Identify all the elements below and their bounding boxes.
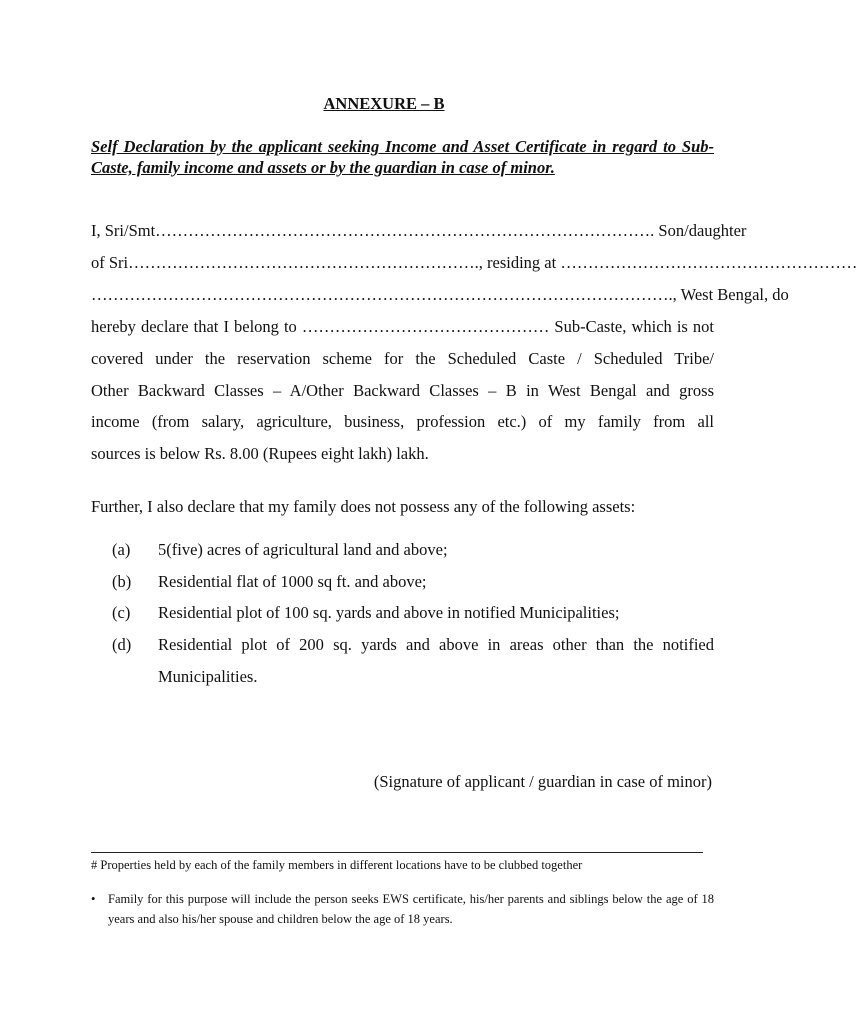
declaration-line-3: ……………………………………………………………………………………………., West Bengal, do <box>91 285 789 304</box>
declaration-line-2: of Sri………………………………………………………., residing at ……………………………………………… <box>91 253 857 272</box>
assets-intro: Further, I also declare that my family does not possess any of the following assets: <box>91 497 636 516</box>
declaration-subject: Self Declaration by the applicant seeking Income and Asset Certificate in regard to Sub-Caste, family income and assets or by the guardian in case of minor. <box>91 137 714 177</box>
asset-text-d: Residential plot of 200 sq. yards and above in areas other than the notified Municipalities. <box>158 635 714 686</box>
declaration-line-4: hereby declare that I belong to ……………………………………… Sub-Caste, which is not <box>91 317 714 336</box>
footnote-divider <box>91 852 703 853</box>
declaration-line-7: income (from salary, agriculture, business, profession etc.) of my family from all <box>91 412 714 431</box>
declaration-line-6: Other Backward Classes – A/Other Backward Classes – B in West Bengal and gross <box>91 381 714 400</box>
asset-text-c: Residential plot of 100 sq. yards and above in notified Municipalities; <box>158 603 620 622</box>
signature-label: (Signature of applicant / guardian in case of minor) <box>373 772 712 791</box>
footnote-family-definition: Family for this purpose will include the person seeks EWS certificate, his/her parents and siblings below the age of 18 years and also his/her spouse and children below the age of 18 years. <box>108 892 714 926</box>
asset-text-b: Residential flat of 1000 sq ft. and above; <box>158 572 427 591</box>
declaration-line-8: sources is below Rs. 8.00 (Rupees eight lakh) lakh. <box>91 444 429 463</box>
declaration-line-1: I, Sri/Smt………………………………………………………………………………. Son/daughter <box>91 221 747 240</box>
asset-label-c: (c) <box>112 603 131 622</box>
asset-label-a: (a) <box>112 540 131 559</box>
declaration-line-5: covered under the reservation scheme for the Scheduled Caste / Scheduled Tribe/ <box>91 349 714 368</box>
asset-text-a: 5(five) acres of agricultural land and above; <box>158 540 448 559</box>
asset-label-d: (d) <box>112 635 132 654</box>
footnote-properties: # Properties held by each of the family members in different locations have to be clubbed together <box>91 858 583 872</box>
asset-label-b: (b) <box>112 572 132 591</box>
bullet-icon: • <box>91 892 96 906</box>
page-title: ANNEXURE – B <box>323 94 445 113</box>
